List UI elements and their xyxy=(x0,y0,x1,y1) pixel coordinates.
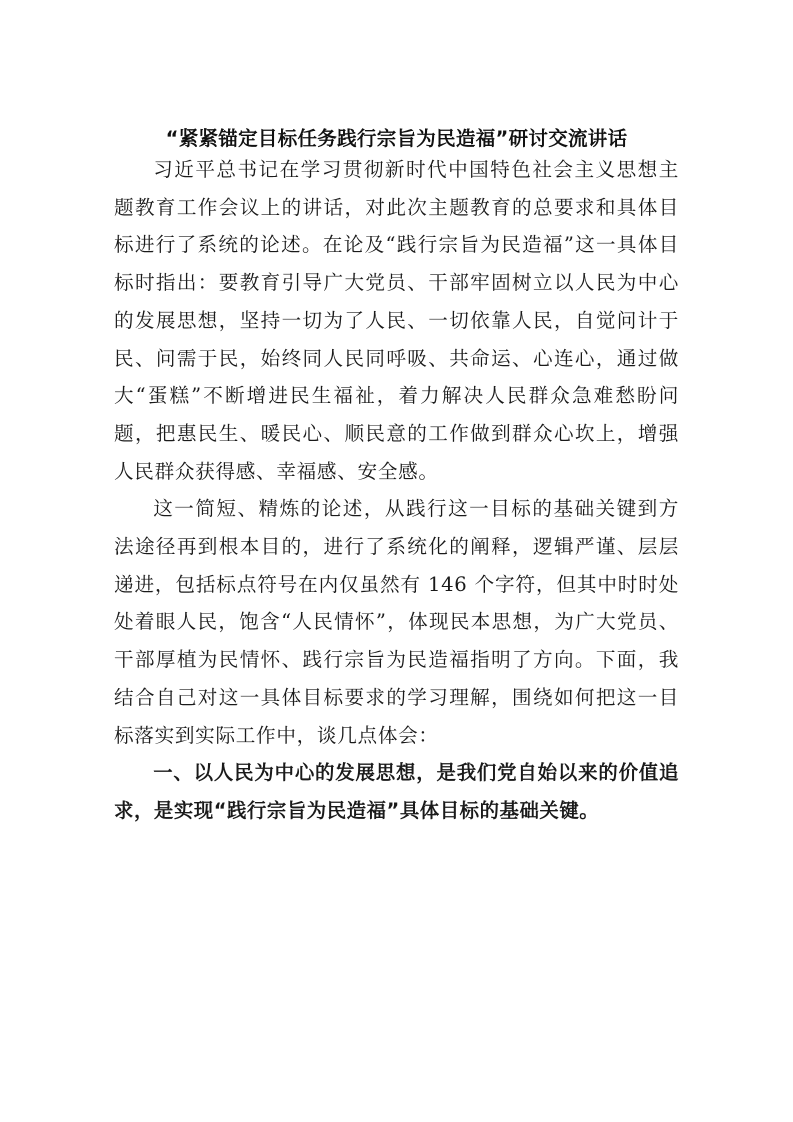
document-body xyxy=(114,151,679,830)
document-title: “紧紧锚定目标任务践行宗旨为民造福”研讨交流讲话 xyxy=(165,127,628,150)
paragraph-2: 这一简短、精炼的论述，从践行这一目标的基础关键到方法途径再到根本目的，进行了系统化的阐释，逻辑严谨、层层递进，包括标点符号在内仅虽然有 146 个字符，但其中时时处处着眼人民，饱含“人民情怀”，体现民本思想，为广大党员、干部厚植为民情怀、践行宗旨为民造福指明了方向。下面，我结合自己对这一具体目标要求的学习理解，围绕如何把这一目标落实到实际工作中，谈几点体会： xyxy=(114,497,679,747)
section-heading-1: 一、以人民为中心的发展思想，是我们党自始以来的价值追求，是实现“践行宗旨为民造福”具体目标的基础关键。 xyxy=(114,761,679,822)
paragraph-1: 习近平总书记在学习贯彻新时代中国特色社会主义思想主题教育工作会议上的讲话，对此次主题教育的总要求和具体目标进行了系统的论述。在论及“践行宗旨为民造福”这一具体目标时指出：要教育引导广大党员、干部牢固树立以人民为中心的发展思想，坚持一切为了人民、一切依靠人民，自觉问计于民、问需于民，始终同人民同呼吸、共命运、心连心，通过做大“蛋糕”不断增进民生福祉，着力解决人民群众急难愁盼问题，把惠民生、暖民心、顺民意的工作做到群众心坎上，增强人民群众获得感、幸福感、安全感。 xyxy=(114,158,679,483)
